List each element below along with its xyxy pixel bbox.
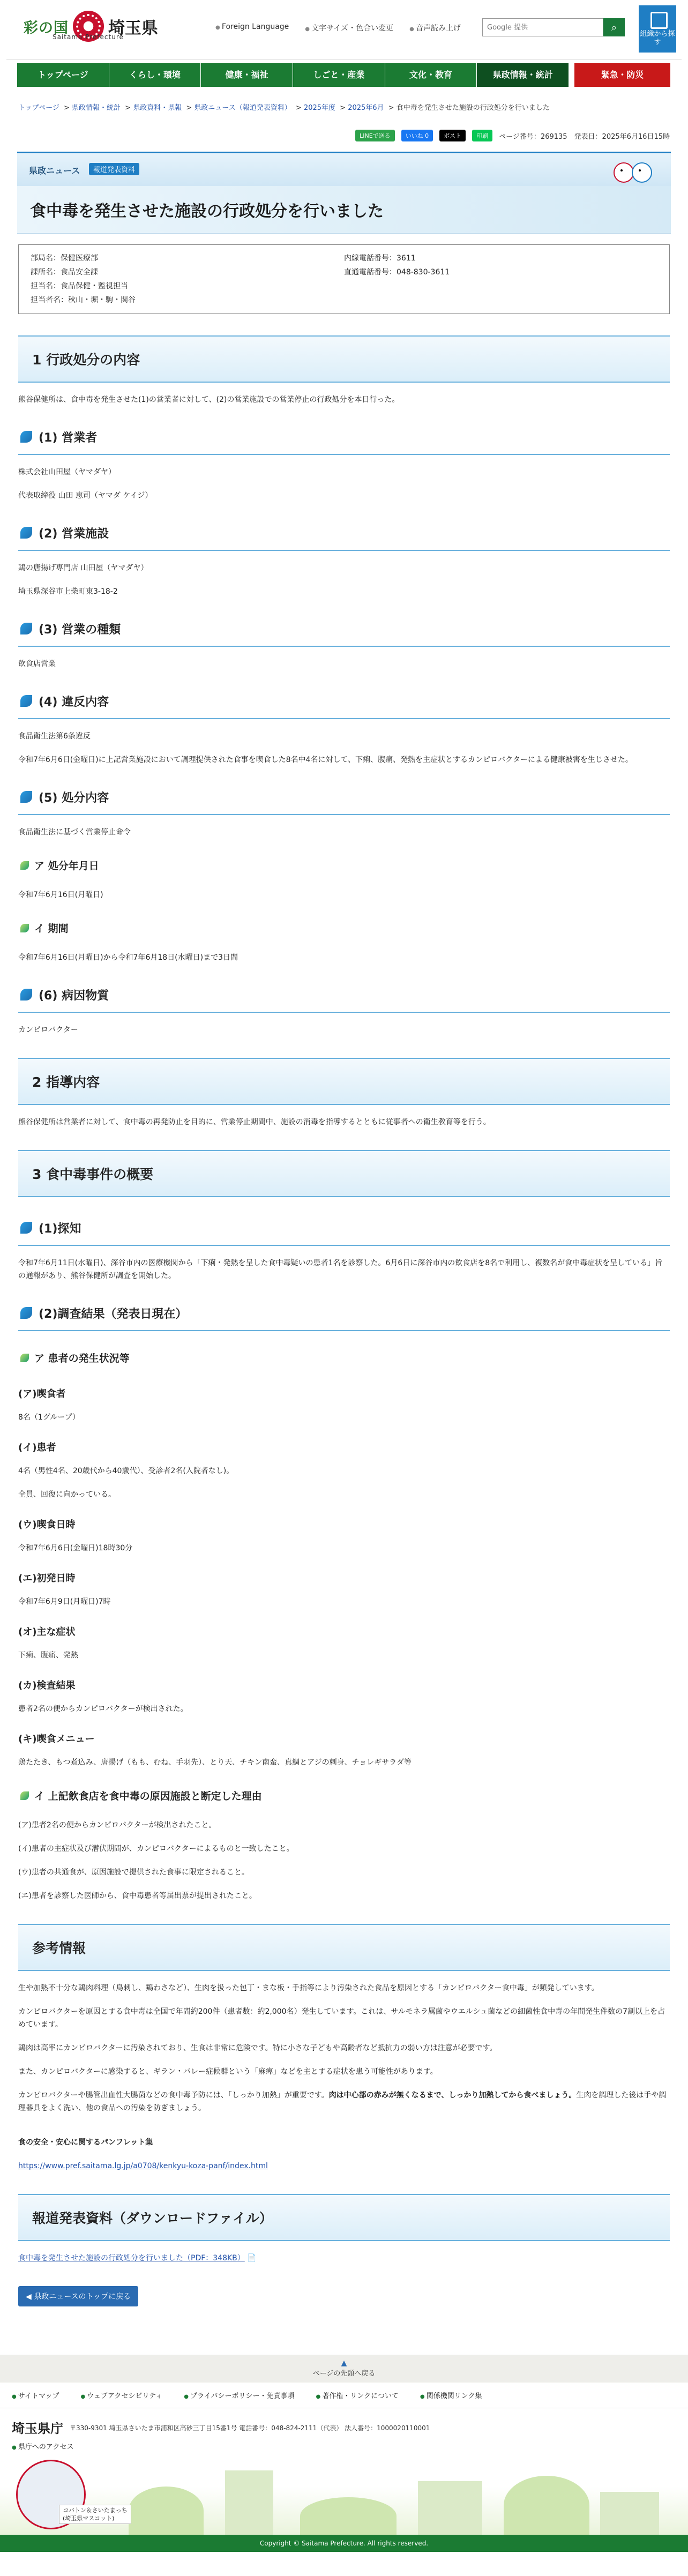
print-button[interactable]: 印刷 <box>472 130 492 141</box>
logo-colors-text: 彩の国 <box>24 19 69 36</box>
footer-illustration <box>0 2454 688 2535</box>
crumb-6[interactable]: 2025年6月 <box>348 104 384 112</box>
back-arrow-icon: ◀ <box>26 2293 34 2301</box>
section-heading: 1 行政処分の内容 <box>18 335 670 383</box>
gnav-top[interactable]: トップページ <box>17 63 109 87</box>
copyright: Copyright © Saitama Prefecture. All rights reserved. <box>0 2535 688 2552</box>
page-top-button[interactable]: ▲ ページの先頭へ戻る <box>0 2355 688 2383</box>
crumb-current: 食中毒を発生させた施設の行政処分を行いました <box>396 104 550 112</box>
site-search <box>482 18 625 36</box>
footer-link-related[interactable]: ● 関係機関リンク集 <box>420 2390 482 2400</box>
paragraph: カンピロバクター <box>18 1026 78 1034</box>
footer-link-sitemap[interactable]: ● サイトマップ <box>12 2390 59 2400</box>
paragraph: 生や加熱不十分な鶏肉料理（鳥刺し、鶏わさなど）、生肉を扱った包丁・まな板・手指等により汚染された食品を原因とする「カンピロバクター食中毒」が頻発しています。 <box>18 1984 599 1992</box>
logo-english: Saitama Prefecture <box>53 33 124 41</box>
site-header <box>6 0 682 60</box>
paragraph: 4名（男性4名、20歳代から40歳代）、受診者2名(入院者なし)。 <box>18 1467 234 1475</box>
paragraph: 株式会社山田屋（ヤマダヤ） <box>18 468 116 476</box>
news-banner-title: 県政ニュース <box>29 166 80 176</box>
subsection-heading: (1)探知 <box>18 1214 670 1246</box>
news-banner-tag: 報道発表資料 <box>89 163 139 175</box>
paragraph: カンピロバクターを原因とする食中毒は全国で年間約200件（患者数：約2,000名）発生しています。これは、サルモネラ属菌やウエルシュ菌などの細菌性食中毒の年間発生件数の7割以上を占めています。 <box>18 2007 665 2029</box>
reason-item: (ウ)患者の共通食が、原因施設で提供された食事に限定されること。 <box>18 1868 249 1877</box>
paragraph: 令和7年6月11日(水曜日)、深谷市内の医療機関から「下痢・発熱を呈した食中毒疑いの患者1名を診察した。6月6日に深谷市内の飲食店を8名で利用し、複数名が食中毒症状を呈している」旨の通報があり、熊谷保健所が調査を開始した。 <box>18 1259 663 1280</box>
utility-links <box>215 23 461 33</box>
paragraph: また、カンピロバクターに感染すると、ギラン・バレー症候群という「麻痺」などを主とする症状を患う可能性があります。 <box>18 2067 438 2076</box>
news-banner <box>17 152 671 186</box>
crumb-2[interactable]: 県政情報・統計 <box>72 104 121 112</box>
section-name: 課所名：食品安全課 <box>31 268 98 277</box>
subsection-heading: (1) 営業者 <box>18 423 670 455</box>
gnav-culture[interactable]: 文化・教育 <box>385 63 477 87</box>
read-aloud-link[interactable]: ● 音声読み上げ <box>409 23 461 33</box>
reference-heading: 参考情報 <box>18 1924 670 1971</box>
x-post-button[interactable]: ポスト <box>439 130 466 141</box>
dept-name: 部局名：保健医療部 <box>31 254 98 263</box>
staff-name: 担当者名：秋山・堀・駒・関谷 <box>31 296 136 304</box>
paragraph: 飲食店営業 <box>18 660 56 668</box>
paragraph: 令和7年6月9日(月曜日)7時 <box>18 1597 111 1606</box>
paragraph: 患者2名の便からカンピロバクターが検出された。 <box>18 1705 188 1713</box>
page-meta: ページ番号：269135 発表日：2025年6月16日15時 <box>499 132 670 141</box>
paragraph: 令和7年6月16日(月曜日)から令和7年6月18日(水曜日)まで3日間 <box>18 953 238 962</box>
item-heading: イ 期間 <box>18 916 670 940</box>
crumb-4[interactable]: 県政ニュース（報道発表資料） <box>194 104 291 112</box>
mascot-caption <box>59 2505 131 2524</box>
item-heading: ア 患者の発生状況等 <box>18 1346 670 1370</box>
emergency-button[interactable]: 緊急・防災 <box>574 63 671 87</box>
paragraph: 令和7年6月16日(月曜日) <box>18 891 103 899</box>
paragraph: 代表取締役 山田 恵司（ヤマダ ケイジ） <box>18 491 153 500</box>
facebook-like-button[interactable]: いいね 0 <box>401 130 433 141</box>
paragraph: 埼玉県深谷市上柴町東3-18-2 <box>18 587 118 596</box>
paragraph: 鶏肉は高率にカンピロバクターに汚染されており、生食は非常に危険です。特に小さな子どもや高齢者など抵抗力の弱い方は注意が必要です。 <box>18 2044 497 2052</box>
reason-item: (イ)患者の主症状及び潜伏期間が、カンピロバクターによるものと一致したこと。 <box>18 1845 294 1853</box>
paragraph: 食品衛生法第6条違反 <box>18 732 91 741</box>
detail-heading: (ア)喫食者 <box>18 1388 66 1400</box>
gnav-work[interactable]: しごと・産業 <box>293 63 385 87</box>
detail-heading: (ウ)喫食日時 <box>18 1519 76 1530</box>
item-heading: イ 上記飲食店を食中毒の原因施設と断定した理由 <box>18 1784 670 1808</box>
paragraph: 8名（1グループ） <box>18 1413 80 1422</box>
breadcrumb: トップページ > 県政情報・統計 > 県政資料・県報 > 県政ニュース（報道発表資料） > 2025年度 > 2025年6月 > 食中毒を発生させた施設の行政処分を行いました <box>18 104 550 112</box>
search-button[interactable] <box>603 18 625 36</box>
paragraph: 鶏たたき、もつ煮込み、唐揚げ（もも、むね、手羽先）、とり天、チキン南蛮、真鯛とアジの刺身、チョレギサラダ等 <box>18 1758 412 1767</box>
mascot-caption-note: (埼玉県マスコット) <box>63 2515 115 2522</box>
gnav-life[interactable]: くらし・環境 <box>109 63 201 87</box>
pamphlet-link[interactable]: https://www.pref.saitama.lg.jp/a0708/kenkyu-koza-panf/index.html <box>18 2162 268 2170</box>
page-title: 食中毒を発生させた施設の行政処分を行いました <box>17 186 671 234</box>
pdf-icon: 📄 <box>247 2254 257 2263</box>
access-link[interactable]: ● 県庁へのアクセス <box>12 2441 676 2451</box>
gnav-govinfo[interactable]: 県政情報・統計 <box>477 63 569 87</box>
direct-phone: 直通電話番号：048-830-3611 <box>344 268 450 277</box>
paragraph: 熊谷保健所は営業者に対して、食中毒の再発防止を目的に、営業停止期間中、施設の消毒を指導するとともに従事者への衛生教育等を行う。 <box>18 1118 491 1126</box>
paragraph: 熊谷保健所は、食中毒を発生させた(1)の営業者に対して、(2)の営業施設での営業停止の行政処分を本日行った。 <box>18 395 400 404</box>
detail-heading: (イ)患者 <box>18 1442 56 1453</box>
search-input[interactable] <box>482 18 603 36</box>
prevention-bold: 肉は中心部の赤みが無くなるまで、しっかり加熱してから食べましょう。 <box>328 2091 577 2100</box>
subsection-heading: (3) 営業の種類 <box>18 615 670 647</box>
reason-item: (エ)患者を診察した医師から、食中毒患者等届出票が提出されたこと。 <box>18 1892 257 1900</box>
item-heading: ア 処分年月日 <box>18 854 670 878</box>
prevention-text-2: 生肉を調理した後は手や調理器具をよく洗い、他の食品への汚染を防ぎましょう。 <box>18 2091 667 2112</box>
share-bar <box>6 126 682 145</box>
detail-heading: (エ)初発日時 <box>18 1573 76 1584</box>
paragraph: 下痢、腹痛、発熱 <box>18 1651 78 1660</box>
gnav-health[interactable]: 健康・福祉 <box>201 63 293 87</box>
detail-heading: (オ)主な症状 <box>18 1626 76 1638</box>
prevention-text: カンピロバクターや腸管出血性大腸菌などの食中毒予防には、「しっかり加熱」が重要です。 <box>18 2091 329 2100</box>
paragraph: 鶏の唐揚げ専門店 山田屋（ヤマダヤ） <box>18 564 148 572</box>
subsection-heading: (4) 違反内容 <box>18 688 670 719</box>
footer-link-accessibility[interactable]: ● ウェブアクセシビリティ <box>80 2390 162 2400</box>
global-nav <box>6 63 682 87</box>
pdf-download-link[interactable]: 食中毒を発生させた施設の行政処分を行いました（PDF：348KB） <box>18 2254 245 2263</box>
subsection-heading: (5) 処分内容 <box>18 783 670 815</box>
footer-link-copyright[interactable]: ● 著作権・リンクについて <box>316 2390 398 2400</box>
subsection-heading: (2) 営業施設 <box>18 519 670 551</box>
text-size-link[interactable]: ● 文字サイズ・色合い変更 <box>305 23 393 33</box>
footer-nav <box>0 2383 688 2408</box>
back-to-news-button[interactable] <box>18 2286 138 2306</box>
logo-pref-text: 埼玉県 <box>108 18 158 38</box>
footer-link-privacy[interactable]: ● プライバシーポリシー・免責事項 <box>184 2390 294 2400</box>
line-share-button[interactable]: LINEで送る <box>355 130 395 141</box>
detail-heading: (カ)検査結果 <box>18 1680 76 1691</box>
footer-info <box>0 2408 688 2454</box>
org-search-button[interactable]: 組織から探す <box>639 5 676 53</box>
foreign-language-link[interactable]: ● Foreign Language <box>215 23 289 33</box>
crumb-1[interactable]: トップページ <box>18 104 59 112</box>
crumb-3[interactable]: 県政資料・県報 <box>133 104 182 112</box>
paragraph: 令和7年6月6日(金曜日)に上記営業施設において調理提供された食事を喫食した8名中4名に対して、下痢、腹痛、発熱を主症状とするカンピロバクターによる健康被害を生じさせた。 <box>18 756 633 764</box>
paragraph: 令和7年6月6日(金曜日)18時30分 <box>18 1544 133 1552</box>
footer-address: 〒330-9301 埼玉県さいたま市浦和区高砂三丁目15番1号 電話番号：048-824-2111（代表） 法人番号：1000020110001 <box>70 2424 430 2432</box>
contact-info-box <box>18 244 670 314</box>
back-label: 県政ニュースのトップに戻る <box>34 2293 131 2301</box>
reason-item: (ア)患者2名の便からカンピロバクターが検出されたこと。 <box>18 1821 216 1830</box>
paragraph: 食品衛生法に基づく営業停止命令 <box>18 828 131 837</box>
pamphlet-heading: 食の安全・安心に関するパンフレット集 <box>18 2138 153 2147</box>
mascot-birds-icon <box>609 155 657 188</box>
paragraph <box>18 2089 670 2115</box>
crumb-5[interactable]: 2025年度 <box>303 104 336 112</box>
search-icon: ⌕ <box>611 21 617 33</box>
mascot-caption-name: コバトン＆さいたまっち <box>63 2507 128 2514</box>
subsection-heading: (2)調査結果（発表日現在） <box>18 1300 670 1331</box>
download-heading: 報道発表資料（ダウンロードファイル） <box>18 2194 670 2241</box>
subsection-heading: (6) 病因物質 <box>18 981 670 1013</box>
footer-org-name: 埼玉県庁 <box>12 2421 63 2436</box>
detail-heading: (キ)喫食メニュー <box>18 1734 95 1745</box>
section-heading: 2 指導内容 <box>18 1058 670 1105</box>
ext-phone: 内線電話番号：3611 <box>344 254 416 263</box>
paragraph: 全員、回復に向かっている。 <box>18 1490 116 1499</box>
section-heading: 3 食中毒事件の概要 <box>18 1150 670 1197</box>
team-name: 担当名：食品保健・監視担当 <box>31 282 128 290</box>
